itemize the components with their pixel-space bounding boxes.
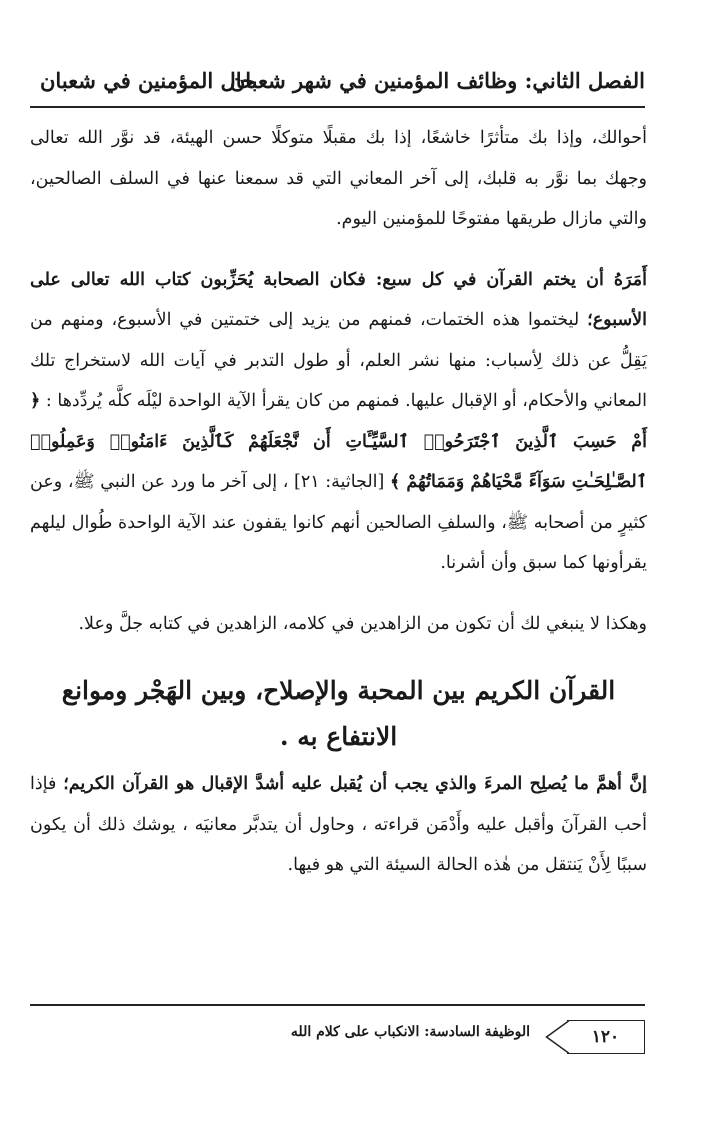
- page-number-arrow-icon: [545, 1020, 569, 1054]
- footer-title: الوظيفة السادسة: الانكباب على كلام الله: [290, 1024, 530, 1040]
- paragraph-4-text: فإذا أحب القرآنَ وأقبل عليه وأَدْمَن قراءته ، وحاول أن يتدبَّر معانيَه ، يوشك ذلك أن يكون سببًا لِأَنْ يَنتقل من هٰذه الحالة السيئة التي هو فيها.: [30, 774, 647, 875]
- quran-verse: ﴿ أَمْ حَسِبَ ٱلَّذِينَ ٱجْتَرَحُوا۟ ٱلسَّيِّـَٔاتِ أَن نَّجْعَلَهُمْ كَٱلَّذِينَ ءَامَنُوا۟ وَعَمِلُوا۟ ٱلصَّـٰلِحَـٰتِ سَوَآءً مَّحْيَاهُمْ وَمَمَاتُهُمْ ﴾: [30, 391, 647, 492]
- paragraph-4: [30, 764, 647, 886]
- page-number: ١٢٠: [567, 1020, 645, 1054]
- footer-divider: [30, 1004, 645, 1006]
- page-body: [30, 118, 647, 886]
- chapter-title: الفصل الثاني: وظائف المؤمنين في شهر شعبان: [229, 68, 645, 93]
- paragraph-4-lead: إنَّ أهمَّ ما يُصلِح المرءَ والذي يجب أن يُقبل عليه أشدَّ الإقبال هو القرآن الكريم؛: [63, 774, 647, 794]
- paragraph-2-text-a: ليختموا هذه الختمات، فمنهم من يزيد إلى ختمتين في الأسبوع، ومنهم من يَقِلُّ عن ذلك لِأسباب: منها نشر العلم، أو طول التدبر في آيات الله لاستخراج تلك المعاني والأحكام، أو الإقبال عليها. فمنهم من كان يقرأ الآية الواحدة ليْلَه كلَّه يُردِّدها :: [30, 310, 647, 411]
- verse-reference: [الجاثية: ٢١]: [288, 472, 390, 492]
- paragraph-2: [30, 260, 647, 584]
- paragraph-2-text-b: ، إلى آخر ما ورد عن النبي ﷺ، وعن كثيرٍ من أصحابه ﷺ، والسلفِ الصالحين أنهم كانوا يقفون عند الآية الواحدة طُوال ليلهم يقرأونها كما سبق وأن أشرنا.: [30, 472, 647, 573]
- paragraph-3: وهكذا لا ينبغي لك أن تكون من الزاهدين في كلامه، الزاهدين في كتابه جلَّ وعلا.: [78, 613, 647, 634]
- paragraph-1: أحوالك، وإذا بك متأثرًا خاشعًا، إذا بك مقبلًا متوكلًا حسن الهيئة، قد نوَّر الله تعالى وجهك بما نوَّر به قلبك، إلى آخر المعاني التي قد سمعنا عنها في السلف الصالحين، والتي مازال طريقها مفتوحًا للمؤمنين اليوم.: [30, 128, 647, 229]
- paragraph-2-lead: أَمَرَهُ أن يختم القرآن في كل سبع: فكان الصحابة يُحَزِّبون كتاب الله تعالى على الأسبوع؛: [30, 269, 647, 330]
- section-title: حال المؤمنين في شعبان: [40, 68, 256, 93]
- section-heading: القرآن الكريم بين المحبة والإصلاح، وبين الهَجْر وموانع الانتفاع به .: [61, 676, 616, 751]
- running-header: [30, 62, 645, 108]
